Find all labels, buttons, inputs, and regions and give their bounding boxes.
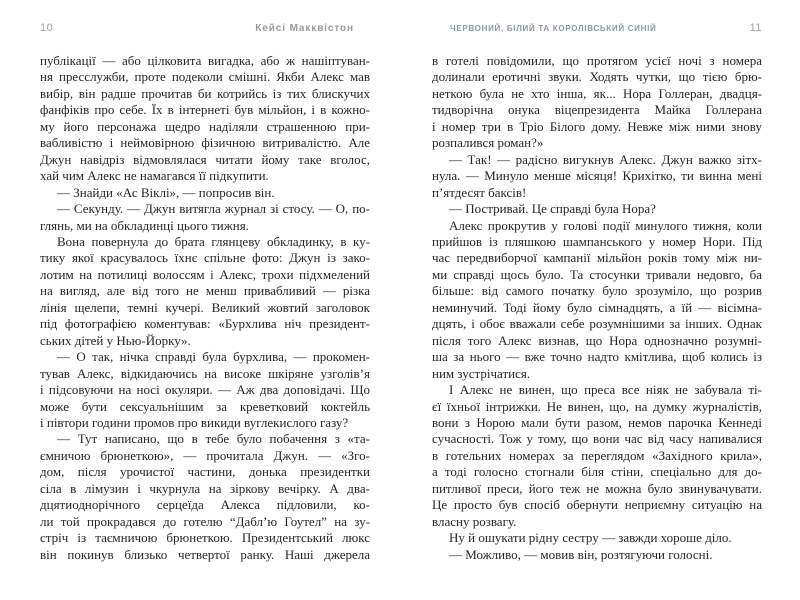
text-line: — Постривай. Це справді була Нора? <box>449 201 656 217</box>
text-line: тидворічна онука віцепрезидента Майка Голлерана <box>432 102 762 118</box>
text-line: лотим на потилиці волоссям і Алекс, трохи підхмелений <box>40 266 370 282</box>
text-line: Це просто був спосіб обернути неприємну ситуацію на <box>432 497 762 513</box>
text-line: під фотографією коментував: «Бурхлива ніч президент- <box>40 316 370 332</box>
text-line: Алекс прокрутив у голові події минулого тижня, коли <box>449 217 762 233</box>
text-line: дцятиоднорічного серцеїда Алекса підловили, ко- <box>40 497 370 513</box>
text-line: публікації — або цілковита вигадка, або ж нашіптуван- <box>40 53 370 68</box>
text-line: — О так, нічка справді була бурхлива, — прокомен- <box>57 349 370 365</box>
text-line: І Алекс не винен, що преса все ніяк не забувала ті- <box>449 382 762 398</box>
text-line: стріч із таємничою брюнеткою. Президентський люкс <box>40 530 370 546</box>
text-line: на вигляд, але від того не менш привабливий — різка <box>40 283 370 299</box>
author-header: Кейсі Макквістон <box>255 23 354 34</box>
text-line: і підсовуючи на носі окуляри. — Аж два доповідачі. Що <box>40 382 370 398</box>
text-line: власну розвагу. <box>432 513 517 529</box>
text-line: розпалився роман?» <box>432 135 544 151</box>
page-left <box>40 0 370 600</box>
text-line: фанфіків про себе. Їх в інтернеті був мільйон, і в кожно- <box>40 102 370 118</box>
text-line: нула. — Минуло менше місяця! Крихітко, ти винна мені <box>432 168 762 184</box>
text-line: більше: від самого початку було зрозуміло, що розрив <box>432 283 762 299</box>
text-line: тику якої красувалось їхнє спільне фото: Джун із зако- <box>40 250 370 266</box>
text-line: ним зустрічатися. <box>432 365 531 381</box>
text-line: ємничою брюнеткою», — прочитала Джун. — «Зго- <box>40 447 370 463</box>
text-line: сучасності. Тож у тому, що вони час від часу напивалися <box>432 431 762 447</box>
running-head-left <box>40 22 370 34</box>
page-text-left <box>40 53 370 563</box>
text-line: після того Алекс визнав, що Нора однозначно розумні- <box>432 332 762 348</box>
text-line: дцять, і обоє вважали себе розумнішими за інших. Однак <box>432 316 762 332</box>
text-line: вони з Норою мали бути разом, немов парочка Кеннеді <box>432 414 762 430</box>
text-line: він покинув близько четвертої ранку. Наші джерела <box>40 546 370 562</box>
text-line: долинали еротичні звуки. Ходять чутки, що тією брю- <box>432 69 762 85</box>
text-line: лінія щелепи, темні кучері. Великий жовтий заголовок <box>40 299 370 315</box>
text-line: Вона повернула до брата глянцеву обкладинку, в ку- <box>57 233 370 249</box>
text-line: може бути сексуальнішим за креветковий коктейль <box>40 398 370 414</box>
text-line: вабливістю і неймовірною фізичною витривалістю. Але <box>40 135 370 151</box>
text-line: — Так! — радісно вигукнув Алекс. Джун важко зітх- <box>449 151 762 167</box>
text-line: питливої преси, його теж не можна було звинувачувати. <box>432 480 762 496</box>
text-line: — Секунду. — Джун витягла журнал зі стосу. — О, по- <box>57 201 370 217</box>
text-line: му його персонажа щедро наділяли страшенною при- <box>40 118 370 134</box>
page-number-right: 11 <box>749 22 762 34</box>
running-head-right <box>432 22 762 34</box>
text-line: дом, після урочистої частини, донька президентки <box>40 464 370 480</box>
text-line: вибір, він радше прочитав би котрийсь із тих блискучих <box>40 85 370 101</box>
text-line: а тоді голосно стогнали біля стіни, спеціально для до- <box>432 464 762 480</box>
text-line: і номер три в Тріо Білого дому. Невже між ними знову <box>432 118 762 134</box>
text-line: час передвиборчої кампанії мільйон років тому між ни- <box>432 250 762 266</box>
page-right <box>432 0 762 600</box>
text-line: ських дітей у Нью-Йорку». <box>40 332 191 348</box>
page-number-left: 10 <box>40 22 54 34</box>
text-line: в готельних номерах за переглядом «Західного крила», <box>432 447 762 463</box>
text-line: єї їхньої інтрижки. Не винен, що, на думку журналістів, <box>432 398 762 414</box>
text-line: глянь, ми на обкладинці цього тижня. <box>40 217 249 233</box>
text-line: ня пресслужби, проте подеколи смішні. Якби Алекс мав <box>40 69 370 85</box>
text-line: ша за нього — вже точно надто кмітлива, щоб колись із <box>432 349 762 365</box>
text-line: неткою була не хто інша, як... Нора Голлеран, двадця- <box>432 85 762 101</box>
text-line: ми справді щось було. Та стосунки тривали недовго, ба <box>432 266 762 282</box>
text-line: ли той прокрадався до готелю “Дабл’ю Гоутел” на зу- <box>40 513 370 529</box>
text-line: сіла в лімузин і чкурнула на зіркову вечірку. А два- <box>40 480 370 496</box>
text-line: хай чим Алекс не намагався її підкупити. <box>40 168 269 184</box>
text-line: Джун навідріз відмовлялася читати йому таке вголос, <box>40 151 370 167</box>
text-line: Ну й ошукати рідну сестру — завжди хороше діло. <box>449 530 732 546</box>
book-title-header: ЧЕРВОНИЙ, БІЛИЙ ТА КОРОЛІВСЬКИЙ СИНІЙ <box>450 24 657 33</box>
text-line: прийшов із пляшкою шампанського у номер Нори. Під <box>432 233 762 249</box>
text-line: п’ятдесят баксів! <box>432 184 527 200</box>
text-line: — Знайди «Ас Віклі», — попросив він. <box>57 184 275 200</box>
text-line: в готелі повідомили, що протягом усієї ночі з номера <box>432 53 762 68</box>
text-line: — Можливо, — мовив він, розтягуючи голосні. <box>449 546 713 562</box>
text-line: — Тут написано, що в тебе було побачення з «та- <box>57 431 370 447</box>
text-line: неминучий. Тоді йому було сімнадцять, а їй — вісімна- <box>432 299 762 315</box>
text-line: і півтори години промов про викиди вуглекислого газу? <box>40 414 349 430</box>
page-text-right <box>432 53 762 563</box>
text-line: тував Алекс, відкидаючись на високе шкіряне узголів’я <box>40 365 370 381</box>
